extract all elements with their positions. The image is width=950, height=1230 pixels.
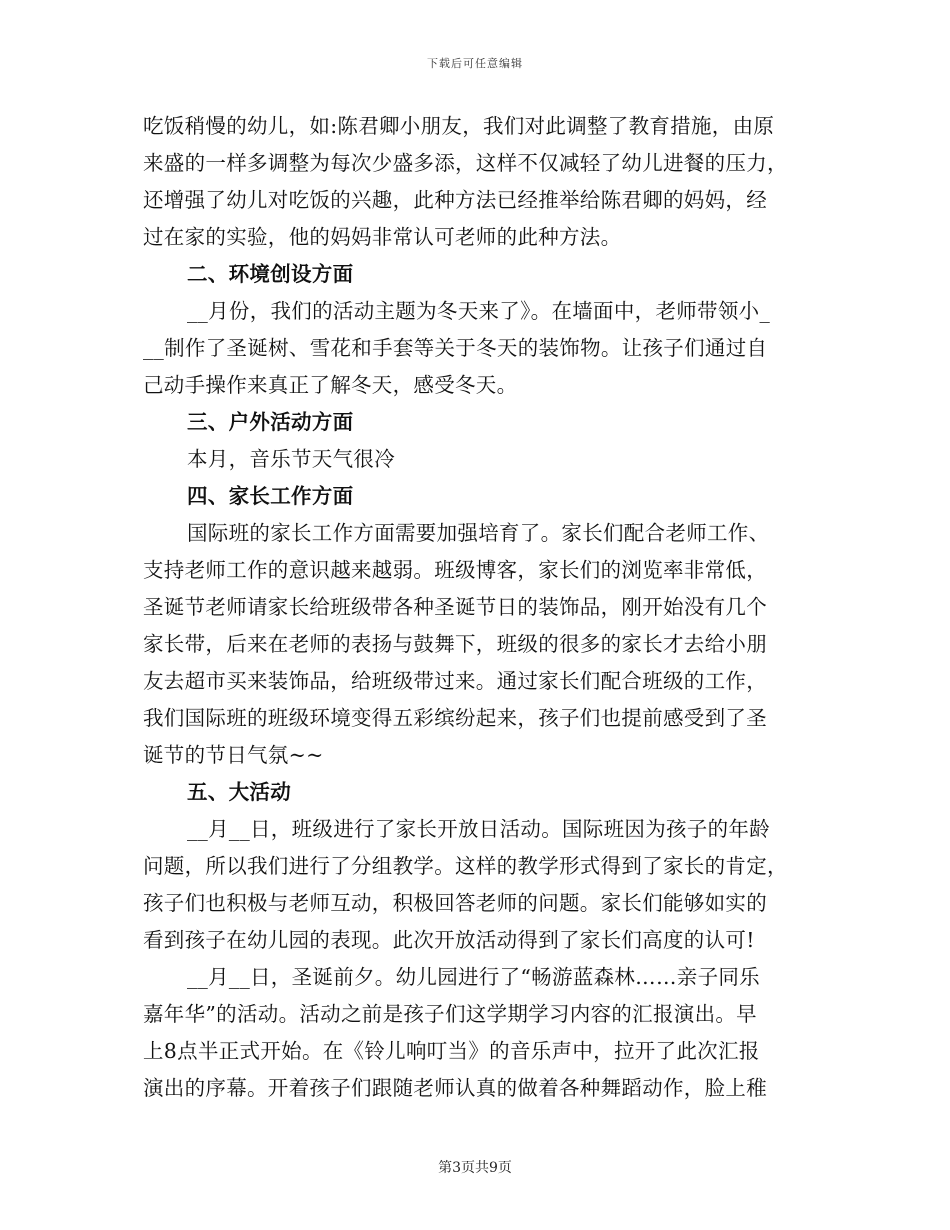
- paragraph-line: __制作了圣诞树、雪花和手套等关于冬天的装饰物。让孩子们通过自: [143, 336, 768, 360]
- paragraph-line: 本月，音乐节天气很冷: [187, 447, 395, 471]
- paragraph-line: __月__日，班级进行了家长开放日活动。国际班因为孩子的年龄: [187, 817, 770, 841]
- paragraph-line: 来盛的一样多调整为每次少盛多添，这样不仅减轻了幼儿进餐的压力，: [143, 151, 788, 175]
- paragraph-line: 友去超市买来装饰品，给班级带过来。通过家长们配合班级的工作，: [143, 669, 767, 693]
- page-header-note: 下载后可任意编辑: [427, 57, 523, 70]
- paragraph-line: 支持老师工作的意识越来越弱。班级博客，家长们的浏览率非常低，: [143, 558, 767, 582]
- section-heading-parents: 四、家长工作方面: [187, 484, 354, 508]
- paragraph-line: __月份，我们的活动主题为冬天来了》。在墙面中，老师带领小_: [187, 299, 770, 323]
- paragraph-line: 还增强了幼儿对吃饭的兴趣，此种方法已经推举给陈君卿的妈妈，经: [143, 188, 767, 212]
- paragraph-line: __月__日，圣诞前夕。幼儿园进行了“畅游蓝森林……亲子同乐: [187, 965, 760, 989]
- paragraph-line: 己动手操作来真正了解冬天，感受冬天。: [143, 373, 518, 397]
- document-body: [143, 108, 813, 1107]
- paragraph-line: 过在家的实验，他的妈妈非常认可老师的此种方法。: [143, 225, 622, 249]
- paragraph-line: 孩子们也积极与老师互动，积极回答老师的问题。家长们能够如实的: [143, 891, 767, 915]
- paragraph-line: 嘉年华”的活动。活动之前是孩子们这学期学习内容的汇报演出。早: [143, 1002, 757, 1026]
- section-heading-environment: 二、环境创设方面: [187, 262, 354, 286]
- section-heading-outdoor: 三、户外活动方面: [187, 410, 354, 434]
- paragraph-line: 演出的序幕。开着孩子们跟随老师认真的做着各种舞蹈动作，脸上稚: [143, 1076, 767, 1100]
- paragraph-line: 家长带，后来在老师的表扬与鼓舞下，班级的很多的家长才去给小朋: [143, 632, 767, 656]
- paragraph-line: 上8点半正式开始。在《铃儿响叮当》的音乐声中，拉开了此次汇报: [143, 1039, 760, 1063]
- paragraph-line: 问题，所以我们进行了分组教学。这样的教学形式得到了家长的肯定，: [143, 854, 788, 878]
- paragraph-line: 诞节的节日气氛~~: [143, 743, 324, 767]
- paragraph-line: 圣诞节老师请家长给班级带各种圣诞节日的装饰品，刚开始没有几个: [143, 595, 767, 619]
- page-number: 第3页共9页: [438, 1160, 512, 1176]
- paragraph-line: 我们国际班的班级环境变得五彩缤纷起来，孩子们也提前感受到了圣: [143, 706, 767, 730]
- paragraph-line: 国际班的家长工作方面需要加强培育了。家长们配合老师工作、: [187, 521, 770, 545]
- paragraph-line: 看到孩子在幼儿园的表现。此次开放活动得到了家长们高度的认可!: [143, 928, 755, 952]
- section-heading-activities: 五、大活动: [187, 780, 291, 804]
- paragraph-line: 吃饭稍慢的幼儿，如:陈君卿小朋友，我们对此调整了教育措施，由原: [143, 114, 775, 138]
